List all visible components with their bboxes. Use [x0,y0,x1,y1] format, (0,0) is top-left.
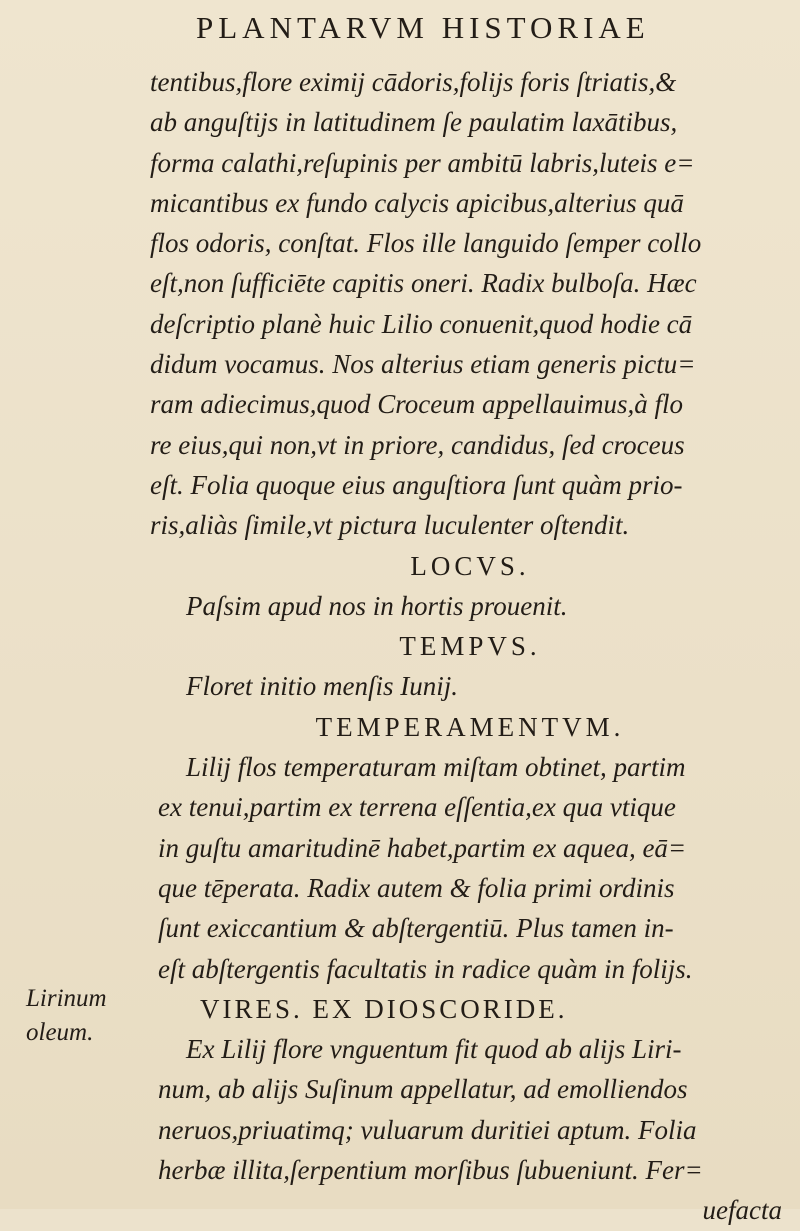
text-line: Floret initio menſis Iunij. [186,671,458,702]
margin-note-line: oleum. [26,1019,94,1046]
text-line: in guſtu amaritudinē habet,partim ex aquea, eā= [158,832,687,863]
text-line: Lilij flos temperaturam miſtam obtinet, partim [186,752,686,783]
text-line: flos odoris, conſtat. Flos ille languido ſemper collo [150,228,702,259]
text-line: herbæ illita,ſerpentium morſibus ſubueniunt. Fer= [158,1155,703,1186]
text-line: ris,aliàs ſimile,vt pictura luculenter oſtendit. [150,510,630,541]
text-line: ab anguſtijs in latitudinem ſe paulatim laxātibus, [150,107,678,138]
text-line: num, ab alijs Suſinum appellatur, ad emolliendos [158,1074,688,1105]
text-line: re eius,qui non,vt in priore, candidus, ſed croceus [150,429,685,460]
text-line: forma calathi,reſupinis per ambitū labris,luteis e= [150,147,695,178]
text-line: Paſsim apud nos in hortis prouenit. [186,590,568,621]
text-line: neruos,priuatimq; vuluarum duritiei aptum. Folia [158,1114,697,1145]
section-heading-vires: VIRES. EX DIOSCORIDE. [200,993,568,1024]
text-line: tentibus,flore eximij cādoris,folijs foris ſtriatis,& [150,67,677,97]
text-line: micantibus ex fundo calycis apicibus,alterius quā [150,187,684,218]
section-heading-tempus: TEMPVS. [399,631,541,662]
text-line: eſt. Folia quoque eius anguſtiora ſunt quàm prio- [150,469,683,500]
text-line: deſcriptio planè huic Lilio conuenit,quod hodie cā [150,308,693,339]
text-line: Ex Lilij flore vnguentum fit quod ab alijs Liri- [186,1034,682,1065]
text-line: eſt,non ſufficiēte capitis oneri. Radix bulboſa. Hæc [150,268,697,299]
section-heading-locus: LOCVS. [410,550,530,581]
text-line: ram adiecimus,quod Croceum appellauimus,à flo [150,389,683,420]
margin-note [26,982,146,1050]
catchword: uefacta [702,1195,782,1226]
text-line: que tēperata. Radix autem & folia primi ordinis [158,872,675,903]
text-line: eſt abſtergentis facultatis in radice quàm in folijs. [158,953,693,984]
text-line: ſunt exiccantium & abſtergentiū. Plus tamen in- [158,913,674,944]
text-line: didum vocamus. Nos alterius etiam generis pictu= [150,349,696,380]
margin-note-line: Lirinum [26,985,107,1012]
running-head: PLANTARVM HISTORIAE [196,10,650,45]
text-line: ex tenui,partim ex terrena eſſentia,ex qua vtique [158,792,676,823]
main-text [150,62,790,1231]
section-heading-temperamentum: TEMPERAMENTVM. [315,711,625,742]
